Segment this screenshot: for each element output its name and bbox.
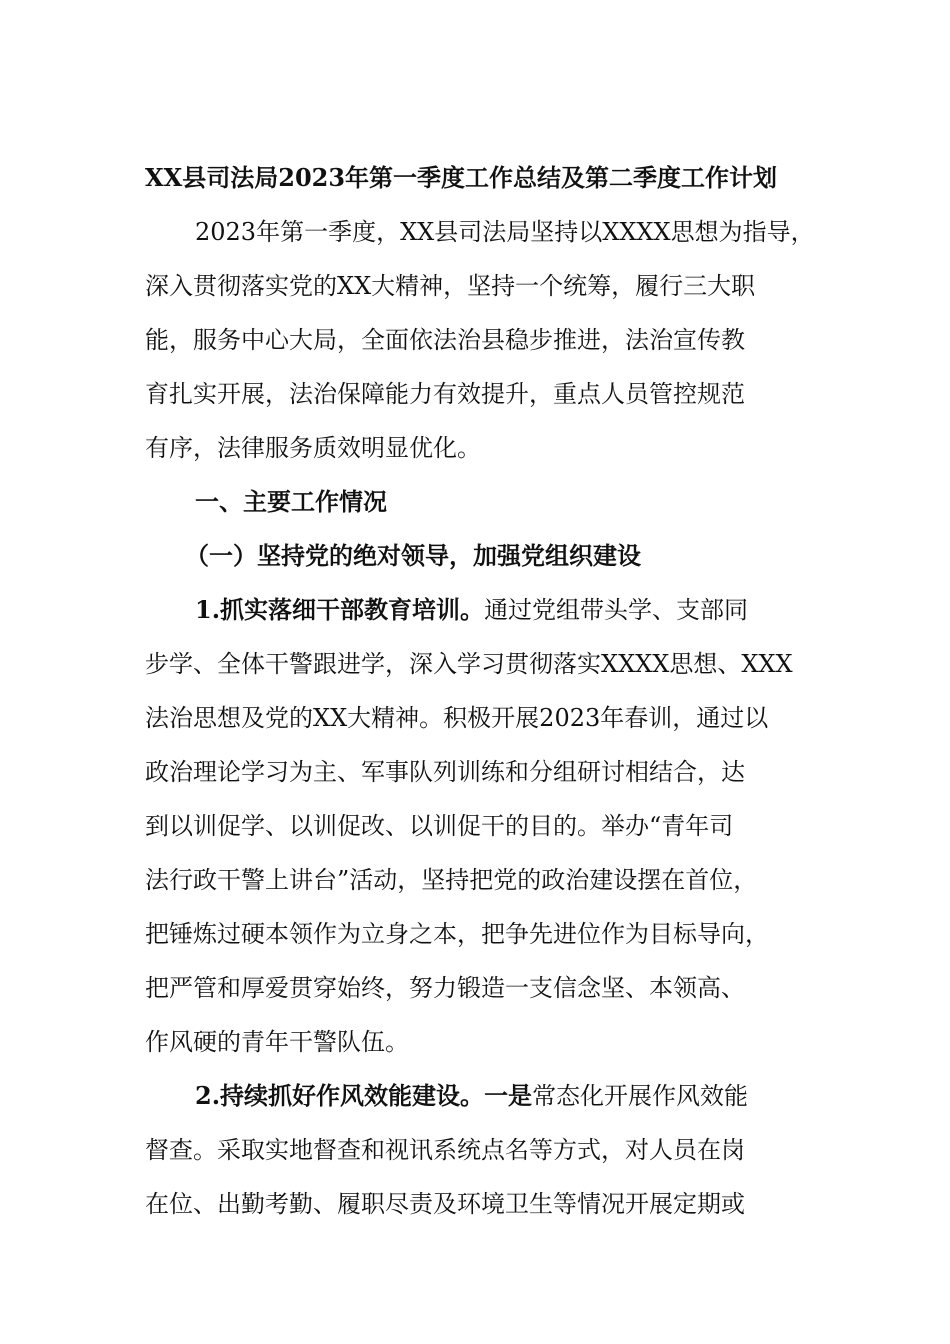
item1-line: 把锤炼过硬本领作为立身之本，把争先进位作为目标导向， bbox=[145, 920, 769, 948]
item1-line: 步学、全体干警跟进学，深入学习贯彻落实XXXX思想、XXX bbox=[145, 650, 793, 678]
item2-lead2: 一是 bbox=[484, 1081, 533, 1110]
item1-lead-text: 通过党组带头学、支部同 bbox=[484, 596, 749, 624]
subsection-heading: （一）坚持党的绝对领导，加强党组织建设 bbox=[185, 541, 641, 570]
item2-lead: 2.持续抓好作风效能建设。 bbox=[195, 1081, 485, 1110]
intro-line: 能，服务中心大局，全面依法治县稳步推进，法治宣传教 bbox=[145, 326, 745, 354]
item1-line: 法行政干警上讲台”活动，坚持把党的政治建设摆在首位， bbox=[145, 866, 758, 894]
section-heading: 一、主要工作情况 bbox=[195, 487, 387, 516]
item1-lead: 1.抓实落细干部教育培训。 bbox=[195, 595, 485, 624]
document-title: XX县司法局2023年第一季度工作总结及第二季度工作计划 bbox=[145, 163, 778, 192]
item2-line: 在位、出勤考勤、履职尽责及环境卫生等情况开展定期或 bbox=[145, 1190, 745, 1218]
intro-line: 深入贯彻落实党的XX大精神，坚持一个统筹，履行三大职 bbox=[145, 272, 756, 300]
item2-first-line bbox=[195, 1076, 748, 1116]
item2-lead-text: 常态化开展作风效能 bbox=[532, 1082, 749, 1110]
item1-line: 到以训促学、以训促改、以训促干的目的。举办“青年司 bbox=[145, 812, 734, 840]
item1-line: 法治思想及党的XX大精神。积极开展2023年春训，通过以 bbox=[145, 704, 769, 732]
intro-line: 育扎实开展，法治保障能力有效提升，重点人员管控规范 bbox=[145, 380, 745, 408]
item1-first-line bbox=[195, 590, 748, 630]
intro-line: 2023年第一季度，XX县司法局坚持以XXXX思想为指导， bbox=[195, 218, 815, 246]
item1-line: 政治理论学习为主、军事队列训练和分组研讨相结合，达 bbox=[145, 758, 745, 786]
item1-line: 作风硬的青年干警队伍。 bbox=[145, 1028, 409, 1056]
item2-line: 督查。采取实地督查和视讯系统点名等方式，对人员在岗 bbox=[145, 1136, 745, 1164]
intro-line: 有序，法律服务质效明显优化。 bbox=[145, 434, 481, 462]
item1-line: 把严管和厚爱贯穿始终，努力锻造一支信念坚、本领高、 bbox=[145, 974, 745, 1002]
